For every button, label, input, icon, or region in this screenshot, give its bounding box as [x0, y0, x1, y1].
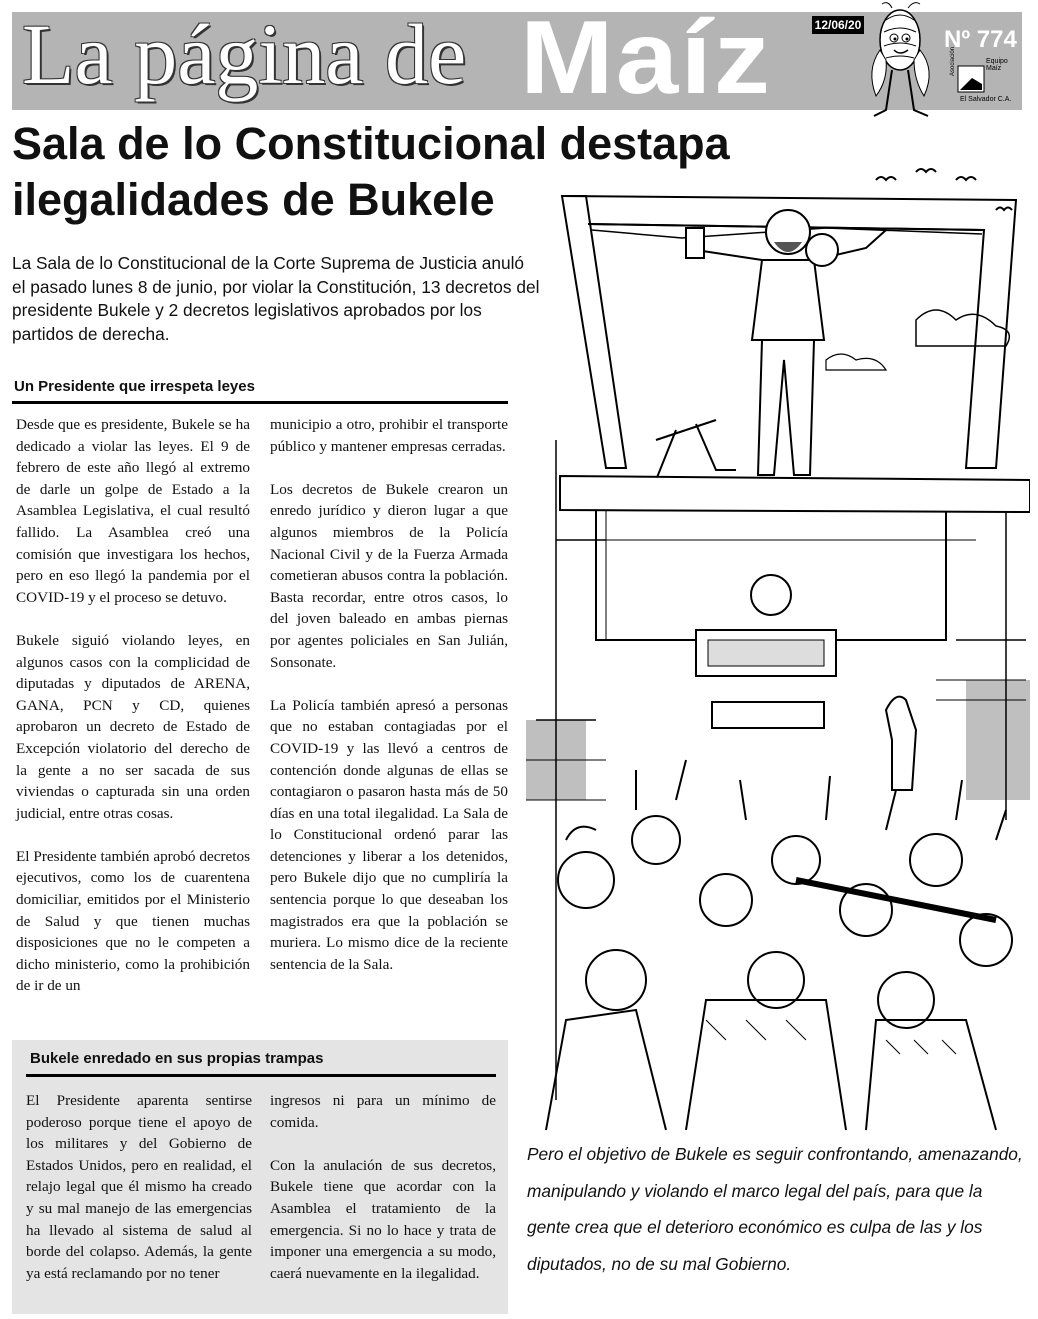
section1-col1-paragraph: El Presidente también aprobó decretos ejecutivos, como los de cuarentena domiciliar, emitidos por el Ministerio de Salud y que tienen muchas disposiciones que no le competen a dicho ministerio, como la prohibición de ir de un — [16, 847, 250, 995]
section1-col2-paragraph: municipio a otro, prohibir el transporte público y mantener empresas cerradas. — [270, 416, 508, 455]
section1-col1-paragraph: Bukele siguió violando leyes, en algunos casos con la complicidad de diputadas y diputados de ARENA, GANA, PCN y CD, quienes aprobaron un decreto de Estado de Excepción violatorio del derecho de la gente a no ser sacada de sus viviendas o capturada sin una orden judicial, entre otras cosas. — [16, 631, 250, 822]
section1-column2 — [270, 414, 508, 997]
cartoon-caption: Pero el objetivo de Bukele es seguir confrontando, amenazando, manipulando y violando el marco legal del país, para que la gente crea que el deterioro económico es culpa de las y los diputados, no de su mal Gobierno. — [527, 1144, 1023, 1274]
section2-column2 — [270, 1090, 496, 1306]
org-name-line2: El Salvador C.A. — [960, 96, 1012, 103]
masthead-title-left: La página de — [22, 6, 467, 102]
org-name-line0: Asociación — [950, 46, 956, 76]
masthead-title-right: Maíz — [520, 0, 773, 116]
section1-rule — [12, 401, 508, 404]
equipo-maiz-logo — [950, 46, 1012, 108]
section1-col1-paragraph: Desde que es presidente, Bukele se ha dedicado a violar las leyes. El 9 de febrero de este año llegó al extremo de darle un golpe de Estado a la Asamblea Legislativa, el cual resultó fallido. La Asamblea creó una comisión que investigara los hechos, pero en eso llegó la pandemia por el COVID-19 y el proceso se detuvo. — [16, 416, 250, 606]
section2-col1-paragraph: El Presidente aparenta sentirse poderoso porque tiene el apoyo de los militares y del Gobierno de Estados Unidos, pero en realidad, el relajo legal que él mismo ha creado y su mal manejo de las emergencias ha llevado al sistema de salud al borde del colapso. Además, la gente ya está reclamando por no tener — [26, 1092, 252, 1282]
section2-col2-paragraph: ingresos ni para un mínimo de comida. — [270, 1092, 496, 1131]
section2-title: Bukele enredado en sus propias trampas — [30, 1050, 324, 1067]
corn-mascot-icon — [852, 0, 946, 124]
section2-column1 — [26, 1090, 252, 1306]
section1-col2-paragraph: La Policía también apresó a personas que no estaban contagiadas por el COVID-19 y las llevó a centros de contención donde algunas de ellas se contagiaron o pasaron hasta más de 50 días en una total ilegalidad. La Sala de lo Constitucional ordenó parar las detenciones y liberar a los detenidos, pero Bukele dijo que no cumpliría la sentencia porque lo que deseaban los magistrados era que la población se muriera. Lo mismo dice de la reciente sentencia de la Sala. — [270, 696, 508, 973]
section2-rule — [26, 1074, 496, 1077]
lead-paragraph: La Sala de lo Constitucional de la Corte Suprema de Justicia anuló el pasado lunes 8 de junio, por violar la Constitución, 13 decretos del presidente Bukele y 2 decretos legislativos aprobados por los partidos de derecha. — [12, 253, 540, 344]
section2-col2-paragraph: Con la anulación de sus decretos, Bukele tiene que acordar con la Asamblea el tratamiento de la emergencia. Si no lo hace y trata de imponer una emergencia a su modo, caerá nuevamente en la ilegalidad. — [270, 1156, 496, 1282]
page-headline: Sala de lo Constitucional destapa ilegalidades de Bukele — [12, 118, 730, 225]
section1-column1 — [16, 414, 250, 1019]
org-name-line1: Equipo Maíz — [986, 58, 1008, 72]
section1-col2-paragraph: Los decretos de Bukele crearon un enredo jurídico y dieron lugar a que algunos miembros de la Policía Nacional Civil y de la Fuerza Armada cometieran abusos contra la población. Basta recordar, entre otros casos, lo del joven baleado en ambas piernas por agentes policiales en San Julián, Sonsonate. — [270, 480, 508, 671]
section1-title: Un Presidente que irrespeta leyes — [14, 378, 255, 395]
issue-number: Nº 774 — [944, 26, 1017, 53]
cartoon-illustration — [526, 120, 1030, 1132]
issue-date: 12/06/20 — [812, 16, 864, 34]
